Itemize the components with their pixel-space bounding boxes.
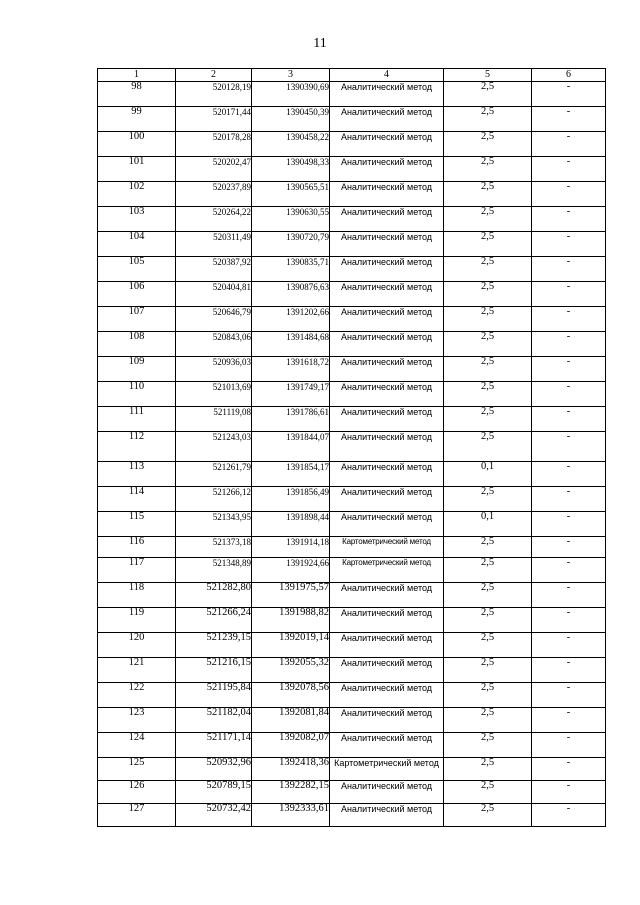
method-cell: Аналитический метод (330, 107, 444, 132)
x-coordinate-cell: 520178,28 (176, 132, 252, 157)
y-coordinate-cell: 1391484,68 (252, 332, 330, 357)
table-row (98, 307, 606, 332)
method-cell: Аналитический метод (330, 382, 444, 407)
method-cell: Аналитический метод (330, 658, 444, 683)
note-cell: - (532, 512, 606, 537)
note-cell: - (532, 537, 606, 558)
note-cell: - (532, 357, 606, 382)
method-cell: Аналитический метод (330, 487, 444, 512)
method-cell: Аналитический метод (330, 257, 444, 282)
accuracy-cell: 0,1 (444, 512, 532, 537)
column-header: 6 (532, 69, 606, 82)
point-number-cell: 104 (98, 232, 176, 257)
point-number-cell: 98 (98, 82, 176, 107)
point-number-cell: 116 (98, 537, 176, 558)
method-cell: Аналитический метод (330, 232, 444, 257)
method-cell: Аналитический метод (330, 633, 444, 658)
accuracy-cell: 2,5 (444, 357, 532, 382)
accuracy-cell: 2,5 (444, 107, 532, 132)
note-cell: - (532, 487, 606, 512)
y-coordinate-cell: 1391202,66 (252, 307, 330, 332)
y-coordinate-cell: 1392019,14 (252, 633, 330, 658)
accuracy-cell: 2,5 (444, 608, 532, 633)
table-row (98, 332, 606, 357)
x-coordinate-cell: 521216,15 (176, 658, 252, 683)
accuracy-cell: 2,5 (444, 758, 532, 781)
note-cell: - (532, 708, 606, 733)
method-cell: Аналитический метод (330, 781, 444, 804)
point-number-cell: 109 (98, 357, 176, 382)
y-coordinate-cell: 1390498,33 (252, 157, 330, 182)
point-number-cell: 127 (98, 804, 176, 827)
accuracy-cell: 2,5 (444, 487, 532, 512)
table-row (98, 633, 606, 658)
method-cell: Аналитический метод (330, 357, 444, 382)
note-cell: - (532, 558, 606, 583)
table-row (98, 733, 606, 758)
x-coordinate-cell: 521243,03 (176, 432, 252, 462)
table-row (98, 282, 606, 307)
method-cell: Аналитический метод (330, 307, 444, 332)
note-cell: - (532, 804, 606, 827)
y-coordinate-cell: 1392333,61 (252, 804, 330, 827)
table-row (98, 462, 606, 487)
table-row (98, 182, 606, 207)
accuracy-cell: 2,5 (444, 132, 532, 157)
note-cell: - (532, 583, 606, 608)
y-coordinate-cell: 1391975,57 (252, 583, 330, 608)
x-coordinate-cell: 521282,80 (176, 583, 252, 608)
table-row (98, 432, 606, 462)
method-cell: Аналитический метод (330, 683, 444, 708)
x-coordinate-cell: 521239,15 (176, 633, 252, 658)
note-cell: - (532, 132, 606, 157)
accuracy-cell: 2,5 (444, 633, 532, 658)
point-number-cell: 125 (98, 758, 176, 781)
method-cell: Аналитический метод (330, 583, 444, 608)
x-coordinate-cell: 520128,19 (176, 82, 252, 107)
point-number-cell: 108 (98, 332, 176, 357)
table-row (98, 357, 606, 382)
note-cell: - (532, 332, 606, 357)
point-number-cell: 110 (98, 382, 176, 407)
point-number-cell: 102 (98, 182, 176, 207)
x-coordinate-cell: 520171,44 (176, 107, 252, 132)
y-coordinate-cell: 1390835,71 (252, 257, 330, 282)
method-cell: Картометрический метод (330, 558, 444, 583)
y-coordinate-cell: 1391844,07 (252, 432, 330, 462)
y-coordinate-cell: 1391914,18 (252, 537, 330, 558)
point-number-cell: 122 (98, 683, 176, 708)
point-number-cell: 106 (98, 282, 176, 307)
method-cell: Аналитический метод (330, 182, 444, 207)
method-cell: Аналитический метод (330, 462, 444, 487)
x-coordinate-cell: 521261,79 (176, 462, 252, 487)
table-header-row (98, 69, 606, 82)
column-header: 1 (98, 69, 176, 82)
y-coordinate-cell: 1391924,66 (252, 558, 330, 583)
accuracy-cell: 2,5 (444, 207, 532, 232)
table-row (98, 157, 606, 182)
accuracy-cell: 2,5 (444, 307, 532, 332)
y-coordinate-cell: 1392418,36 (252, 758, 330, 781)
accuracy-cell: 2,5 (444, 257, 532, 282)
y-coordinate-cell: 1390450,39 (252, 107, 330, 132)
column-header: 2 (176, 69, 252, 82)
table-row (98, 608, 606, 633)
note-cell: - (532, 307, 606, 332)
accuracy-cell: 2,5 (444, 658, 532, 683)
accuracy-cell: 2,5 (444, 708, 532, 733)
note-cell: - (532, 157, 606, 182)
accuracy-cell: 0,1 (444, 462, 532, 487)
y-coordinate-cell: 1391988,82 (252, 608, 330, 633)
method-cell: Аналитический метод (330, 282, 444, 307)
table-row (98, 382, 606, 407)
y-coordinate-cell: 1391618,72 (252, 357, 330, 382)
x-coordinate-cell: 521182,04 (176, 708, 252, 733)
point-number-cell: 107 (98, 307, 176, 332)
x-coordinate-cell: 521373,18 (176, 537, 252, 558)
accuracy-cell: 2,5 (444, 558, 532, 583)
method-cell: Аналитический метод (330, 132, 444, 157)
x-coordinate-cell: 520237,89 (176, 182, 252, 207)
method-cell: Картометрический метод (330, 537, 444, 558)
method-cell: Аналитический метод (330, 432, 444, 462)
y-coordinate-cell: 1391898,44 (252, 512, 330, 537)
x-coordinate-cell: 521266,24 (176, 608, 252, 633)
point-number-cell: 120 (98, 633, 176, 658)
x-coordinate-cell: 521013,69 (176, 382, 252, 407)
y-coordinate-cell: 1391856,49 (252, 487, 330, 512)
method-cell: Аналитический метод (330, 407, 444, 432)
note-cell: - (532, 207, 606, 232)
table-row (98, 781, 606, 804)
point-number-cell: 118 (98, 583, 176, 608)
x-coordinate-cell: 520264,22 (176, 207, 252, 232)
table-row (98, 758, 606, 781)
note-cell: - (532, 407, 606, 432)
table-row (98, 537, 606, 558)
point-number-cell: 123 (98, 708, 176, 733)
note-cell: - (532, 182, 606, 207)
y-coordinate-cell: 1390458,22 (252, 132, 330, 157)
accuracy-cell: 2,5 (444, 804, 532, 827)
table-row (98, 107, 606, 132)
method-cell: Аналитический метод (330, 733, 444, 758)
accuracy-cell: 2,5 (444, 282, 532, 307)
point-number-cell: 113 (98, 462, 176, 487)
accuracy-cell: 2,5 (444, 157, 532, 182)
method-cell: Картометрический метод (330, 758, 444, 781)
y-coordinate-cell: 1392078,56 (252, 683, 330, 708)
x-coordinate-cell: 520311,49 (176, 232, 252, 257)
y-coordinate-cell: 1392055,32 (252, 658, 330, 683)
point-number-cell: 126 (98, 781, 176, 804)
method-cell: Аналитический метод (330, 157, 444, 182)
note-cell: - (532, 683, 606, 708)
y-coordinate-cell: 1390720,79 (252, 232, 330, 257)
method-cell: Аналитический метод (330, 708, 444, 733)
point-number-cell: 121 (98, 658, 176, 683)
point-number-cell: 103 (98, 207, 176, 232)
table-row (98, 804, 606, 827)
x-coordinate-cell: 520646,79 (176, 307, 252, 332)
note-cell: - (532, 608, 606, 633)
x-coordinate-cell: 520202,47 (176, 157, 252, 182)
table-row (98, 82, 606, 107)
accuracy-cell: 2,5 (444, 82, 532, 107)
x-coordinate-cell: 521266,12 (176, 487, 252, 512)
y-coordinate-cell: 1392082,07 (252, 733, 330, 758)
table-row (98, 658, 606, 683)
y-coordinate-cell: 1391786,61 (252, 407, 330, 432)
x-coordinate-cell: 521195,84 (176, 683, 252, 708)
y-coordinate-cell: 1390630,55 (252, 207, 330, 232)
note-cell: - (532, 462, 606, 487)
point-number-cell: 124 (98, 733, 176, 758)
note-cell: - (532, 257, 606, 282)
y-coordinate-cell: 1391749,17 (252, 382, 330, 407)
accuracy-cell: 2,5 (444, 407, 532, 432)
note-cell: - (532, 758, 606, 781)
table-row (98, 257, 606, 282)
method-cell: Аналитический метод (330, 804, 444, 827)
column-header: 3 (252, 69, 330, 82)
note-cell: - (532, 382, 606, 407)
y-coordinate-cell: 1392081,84 (252, 708, 330, 733)
y-coordinate-cell: 1390390,69 (252, 82, 330, 107)
x-coordinate-cell: 520932,96 (176, 758, 252, 781)
note-cell: - (532, 781, 606, 804)
accuracy-cell: 2,5 (444, 182, 532, 207)
method-cell: Аналитический метод (330, 82, 444, 107)
y-coordinate-cell: 1392282,15 (252, 781, 330, 804)
accuracy-cell: 2,5 (444, 733, 532, 758)
table-row (98, 708, 606, 733)
column-header: 4 (330, 69, 444, 82)
x-coordinate-cell: 520404,81 (176, 282, 252, 307)
accuracy-cell: 2,5 (444, 432, 532, 462)
point-number-cell: 105 (98, 257, 176, 282)
accuracy-cell: 2,5 (444, 232, 532, 257)
table-row (98, 583, 606, 608)
method-cell: Аналитический метод (330, 608, 444, 633)
accuracy-cell: 2,5 (444, 332, 532, 357)
column-header: 5 (444, 69, 532, 82)
accuracy-cell: 2,5 (444, 382, 532, 407)
table-row (98, 683, 606, 708)
note-cell: - (532, 733, 606, 758)
note-cell: - (532, 282, 606, 307)
table-row (98, 407, 606, 432)
note-cell: - (532, 633, 606, 658)
point-number-cell: 100 (98, 132, 176, 157)
note-cell: - (532, 107, 606, 132)
x-coordinate-cell: 520936,03 (176, 357, 252, 382)
page-number: 11 (313, 36, 327, 51)
table-row (98, 487, 606, 512)
note-cell: - (532, 432, 606, 462)
method-cell: Аналитический метод (330, 207, 444, 232)
coordinates-table (97, 68, 606, 827)
note-cell: - (532, 82, 606, 107)
point-number-cell: 117 (98, 558, 176, 583)
point-number-cell: 119 (98, 608, 176, 633)
point-number-cell: 112 (98, 432, 176, 462)
x-coordinate-cell: 520843,06 (176, 332, 252, 357)
x-coordinate-cell: 520732,42 (176, 804, 252, 827)
y-coordinate-cell: 1390565,51 (252, 182, 330, 207)
table-row (98, 132, 606, 157)
method-cell: Аналитический метод (330, 512, 444, 537)
accuracy-cell: 2,5 (444, 683, 532, 708)
point-number-cell: 101 (98, 157, 176, 182)
accuracy-cell: 2,5 (444, 583, 532, 608)
x-coordinate-cell: 521119,08 (176, 407, 252, 432)
table-row (98, 232, 606, 257)
note-cell: - (532, 232, 606, 257)
note-cell: - (532, 658, 606, 683)
table-row (98, 512, 606, 537)
x-coordinate-cell: 521343,95 (176, 512, 252, 537)
table-row (98, 558, 606, 583)
point-number-cell: 114 (98, 487, 176, 512)
x-coordinate-cell: 521348,89 (176, 558, 252, 583)
x-coordinate-cell: 521171,14 (176, 733, 252, 758)
y-coordinate-cell: 1390876,63 (252, 282, 330, 307)
x-coordinate-cell: 520789,15 (176, 781, 252, 804)
accuracy-cell: 2,5 (444, 781, 532, 804)
y-coordinate-cell: 1391854,17 (252, 462, 330, 487)
point-number-cell: 111 (98, 407, 176, 432)
x-coordinate-cell: 520387,92 (176, 257, 252, 282)
table-row (98, 207, 606, 232)
accuracy-cell: 2,5 (444, 537, 532, 558)
point-number-cell: 99 (98, 107, 176, 132)
point-number-cell: 115 (98, 512, 176, 537)
method-cell: Аналитический метод (330, 332, 444, 357)
